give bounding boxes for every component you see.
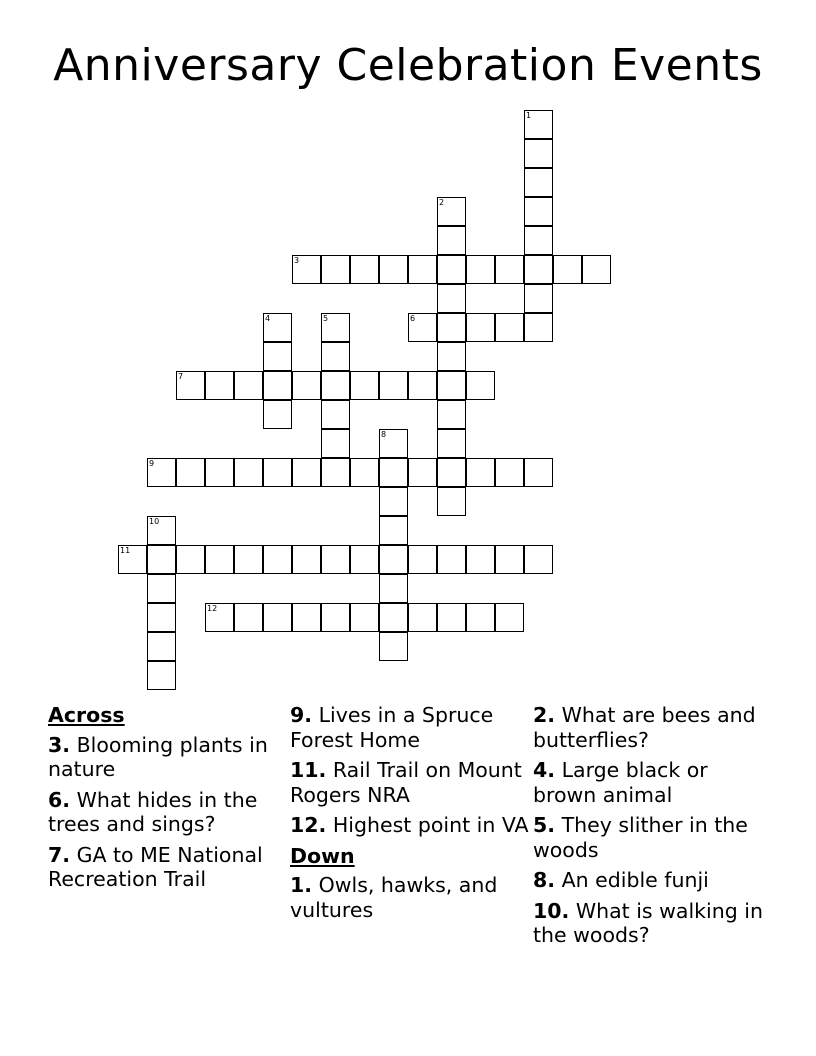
- grid-cell[interactable]: [466, 458, 495, 487]
- grid-cell[interactable]: [408, 458, 437, 487]
- grid-cell[interactable]: [292, 458, 321, 487]
- grid-cell[interactable]: [147, 603, 176, 632]
- across-clue: 3. Blooming plants in nature: [48, 732, 268, 781]
- grid-cell[interactable]: [524, 458, 553, 487]
- grid-cell[interactable]: [263, 342, 292, 371]
- grid-cell[interactable]: [466, 371, 495, 400]
- grid-cell[interactable]: [408, 545, 437, 574]
- grid-cell[interactable]: [495, 313, 524, 342]
- grid-cell[interactable]: [321, 429, 350, 458]
- grid-cell[interactable]: [524, 226, 553, 255]
- down-heading: Down: [290, 843, 355, 868]
- grid-cell[interactable]: [176, 371, 205, 400]
- grid-cell[interactable]: [263, 371, 292, 400]
- grid-cell[interactable]: [524, 284, 553, 313]
- grid-cell[interactable]: [350, 458, 379, 487]
- grid-cell[interactable]: [437, 313, 466, 342]
- grid-cell[interactable]: [263, 313, 292, 342]
- grid-cell[interactable]: [408, 371, 437, 400]
- grid-cell[interactable]: [466, 545, 495, 574]
- grid-cell[interactable]: [437, 400, 466, 429]
- grid-cell[interactable]: [437, 487, 466, 516]
- across-clue: 12. Highest point in VA: [290, 813, 529, 837]
- grid-cell[interactable]: [379, 487, 408, 516]
- grid-cell[interactable]: [524, 313, 553, 342]
- grid-cell[interactable]: [321, 371, 350, 400]
- grid-cell[interactable]: [437, 342, 466, 371]
- grid-cell[interactable]: [437, 429, 466, 458]
- down-clue: 2. What are bees and butterflies?: [533, 703, 756, 752]
- down-clue: 4. Large black or brown animal: [533, 758, 708, 807]
- grid-cell[interactable]: [437, 603, 466, 632]
- grid-cell[interactable]: [379, 574, 408, 603]
- grid-cell[interactable]: [350, 603, 379, 632]
- grid-cell[interactable]: [292, 545, 321, 574]
- across-clue: 6. What hides in the trees and sings?: [48, 787, 258, 836]
- grid-cell[interactable]: [466, 603, 495, 632]
- grid-cell[interactable]: [205, 458, 234, 487]
- grid-cell[interactable]: [292, 255, 321, 284]
- grid-cell[interactable]: [437, 255, 466, 284]
- grid-cell[interactable]: [176, 545, 205, 574]
- grid-cell[interactable]: [321, 255, 350, 284]
- cell-number: 12: [207, 604, 218, 613]
- grid-cell[interactable]: [437, 545, 466, 574]
- grid-cell[interactable]: [147, 574, 176, 603]
- cell-number: 3: [294, 256, 300, 265]
- grid-cell[interactable]: [408, 255, 437, 284]
- down-clue: 8. An edible funji: [533, 868, 709, 892]
- grid-cell[interactable]: [524, 197, 553, 226]
- grid-cell[interactable]: [234, 603, 263, 632]
- grid-cell[interactable]: [147, 458, 176, 487]
- grid-cell[interactable]: [437, 197, 466, 226]
- grid-cell[interactable]: [437, 284, 466, 313]
- grid-cell[interactable]: [205, 545, 234, 574]
- grid-cell[interactable]: [379, 371, 408, 400]
- grid-cell[interactable]: [379, 458, 408, 487]
- grid-cell[interactable]: [524, 110, 553, 139]
- across-heading: Across: [48, 703, 125, 727]
- cell-number: 6: [410, 314, 416, 323]
- across-clue: 9. Lives in a Spruce Forest Home: [290, 703, 494, 752]
- grid-cell[interactable]: [582, 255, 611, 284]
- grid-cell[interactable]: [495, 545, 524, 574]
- grid-cell[interactable]: [350, 255, 379, 284]
- grid-cell[interactable]: [350, 371, 379, 400]
- grid-cell[interactable]: [321, 458, 350, 487]
- down-clue: 10. What is walking in the woods?: [533, 898, 763, 947]
- grid-cell[interactable]: [379, 632, 408, 661]
- grid-cell[interactable]: [234, 371, 263, 400]
- grid-cell[interactable]: [553, 255, 582, 284]
- grid-cell[interactable]: [292, 371, 321, 400]
- cell-number: 9: [149, 459, 155, 468]
- grid-cell[interactable]: [524, 139, 553, 168]
- grid-cell[interactable]: [234, 458, 263, 487]
- grid-cell[interactable]: [147, 632, 176, 661]
- grid-cell[interactable]: [379, 429, 408, 458]
- grid-cell[interactable]: [437, 371, 466, 400]
- cell-number: 2: [439, 198, 445, 207]
- grid-cell[interactable]: [118, 545, 147, 574]
- grid-cell[interactable]: [379, 255, 408, 284]
- grid-cell[interactable]: [408, 313, 437, 342]
- cell-number: 10: [149, 517, 160, 526]
- clues-column-1: [48, 703, 278, 898]
- grid-cell[interactable]: [263, 603, 292, 632]
- grid-cell[interactable]: [350, 545, 379, 574]
- grid-cell[interactable]: [379, 603, 408, 632]
- across-clue: 11. Rail Trail on Mount Rogers NRA: [290, 758, 522, 807]
- grid-cell[interactable]: [321, 545, 350, 574]
- cell-number: 4: [265, 314, 271, 323]
- grid-cell[interactable]: [321, 342, 350, 371]
- grid-cell[interactable]: [292, 603, 321, 632]
- grid-cell[interactable]: [321, 603, 350, 632]
- cell-number: 11: [120, 546, 131, 555]
- grid-cell[interactable]: [524, 255, 553, 284]
- grid-cell[interactable]: [263, 458, 292, 487]
- grid-cell[interactable]: [379, 545, 408, 574]
- cell-number: 5: [323, 314, 329, 323]
- clues-column-2: [290, 703, 530, 928]
- grid-cell[interactable]: [495, 603, 524, 632]
- grid-cell[interactable]: [234, 545, 263, 574]
- grid-cell[interactable]: [379, 516, 408, 545]
- grid-cell[interactable]: [147, 516, 176, 545]
- grid-cell[interactable]: [147, 661, 176, 690]
- cell-number: 1: [526, 111, 532, 120]
- grid-cell[interactable]: [205, 371, 234, 400]
- grid-cell[interactable]: [408, 603, 437, 632]
- grid-cell[interactable]: [466, 313, 495, 342]
- grid-cell[interactable]: [205, 603, 234, 632]
- grid-cell[interactable]: [524, 168, 553, 197]
- grid-cell[interactable]: [466, 255, 495, 284]
- grid-cell[interactable]: [495, 255, 524, 284]
- grid-cell[interactable]: [437, 226, 466, 255]
- clues-column-3: [533, 703, 773, 954]
- cell-number: 7: [178, 372, 184, 381]
- grid-cell[interactable]: [321, 313, 350, 342]
- grid-cell[interactable]: [321, 400, 350, 429]
- grid-cell[interactable]: [263, 400, 292, 429]
- grid-cell[interactable]: [147, 545, 176, 574]
- down-clue: 1. Owls, hawks, and vultures: [290, 873, 498, 922]
- down-clue: 5. They slither in the woods: [533, 813, 748, 862]
- cell-number: 8: [381, 430, 387, 439]
- grid-cell[interactable]: [437, 458, 466, 487]
- across-clue: 7. GA to ME National Recreation Trail: [48, 842, 263, 891]
- grid-cell[interactable]: [524, 545, 553, 574]
- grid-cell[interactable]: [263, 545, 292, 574]
- page-title: Anniversary Celebration Events: [53, 40, 763, 91]
- grid-cell[interactable]: [495, 458, 524, 487]
- grid-cell[interactable]: [176, 458, 205, 487]
